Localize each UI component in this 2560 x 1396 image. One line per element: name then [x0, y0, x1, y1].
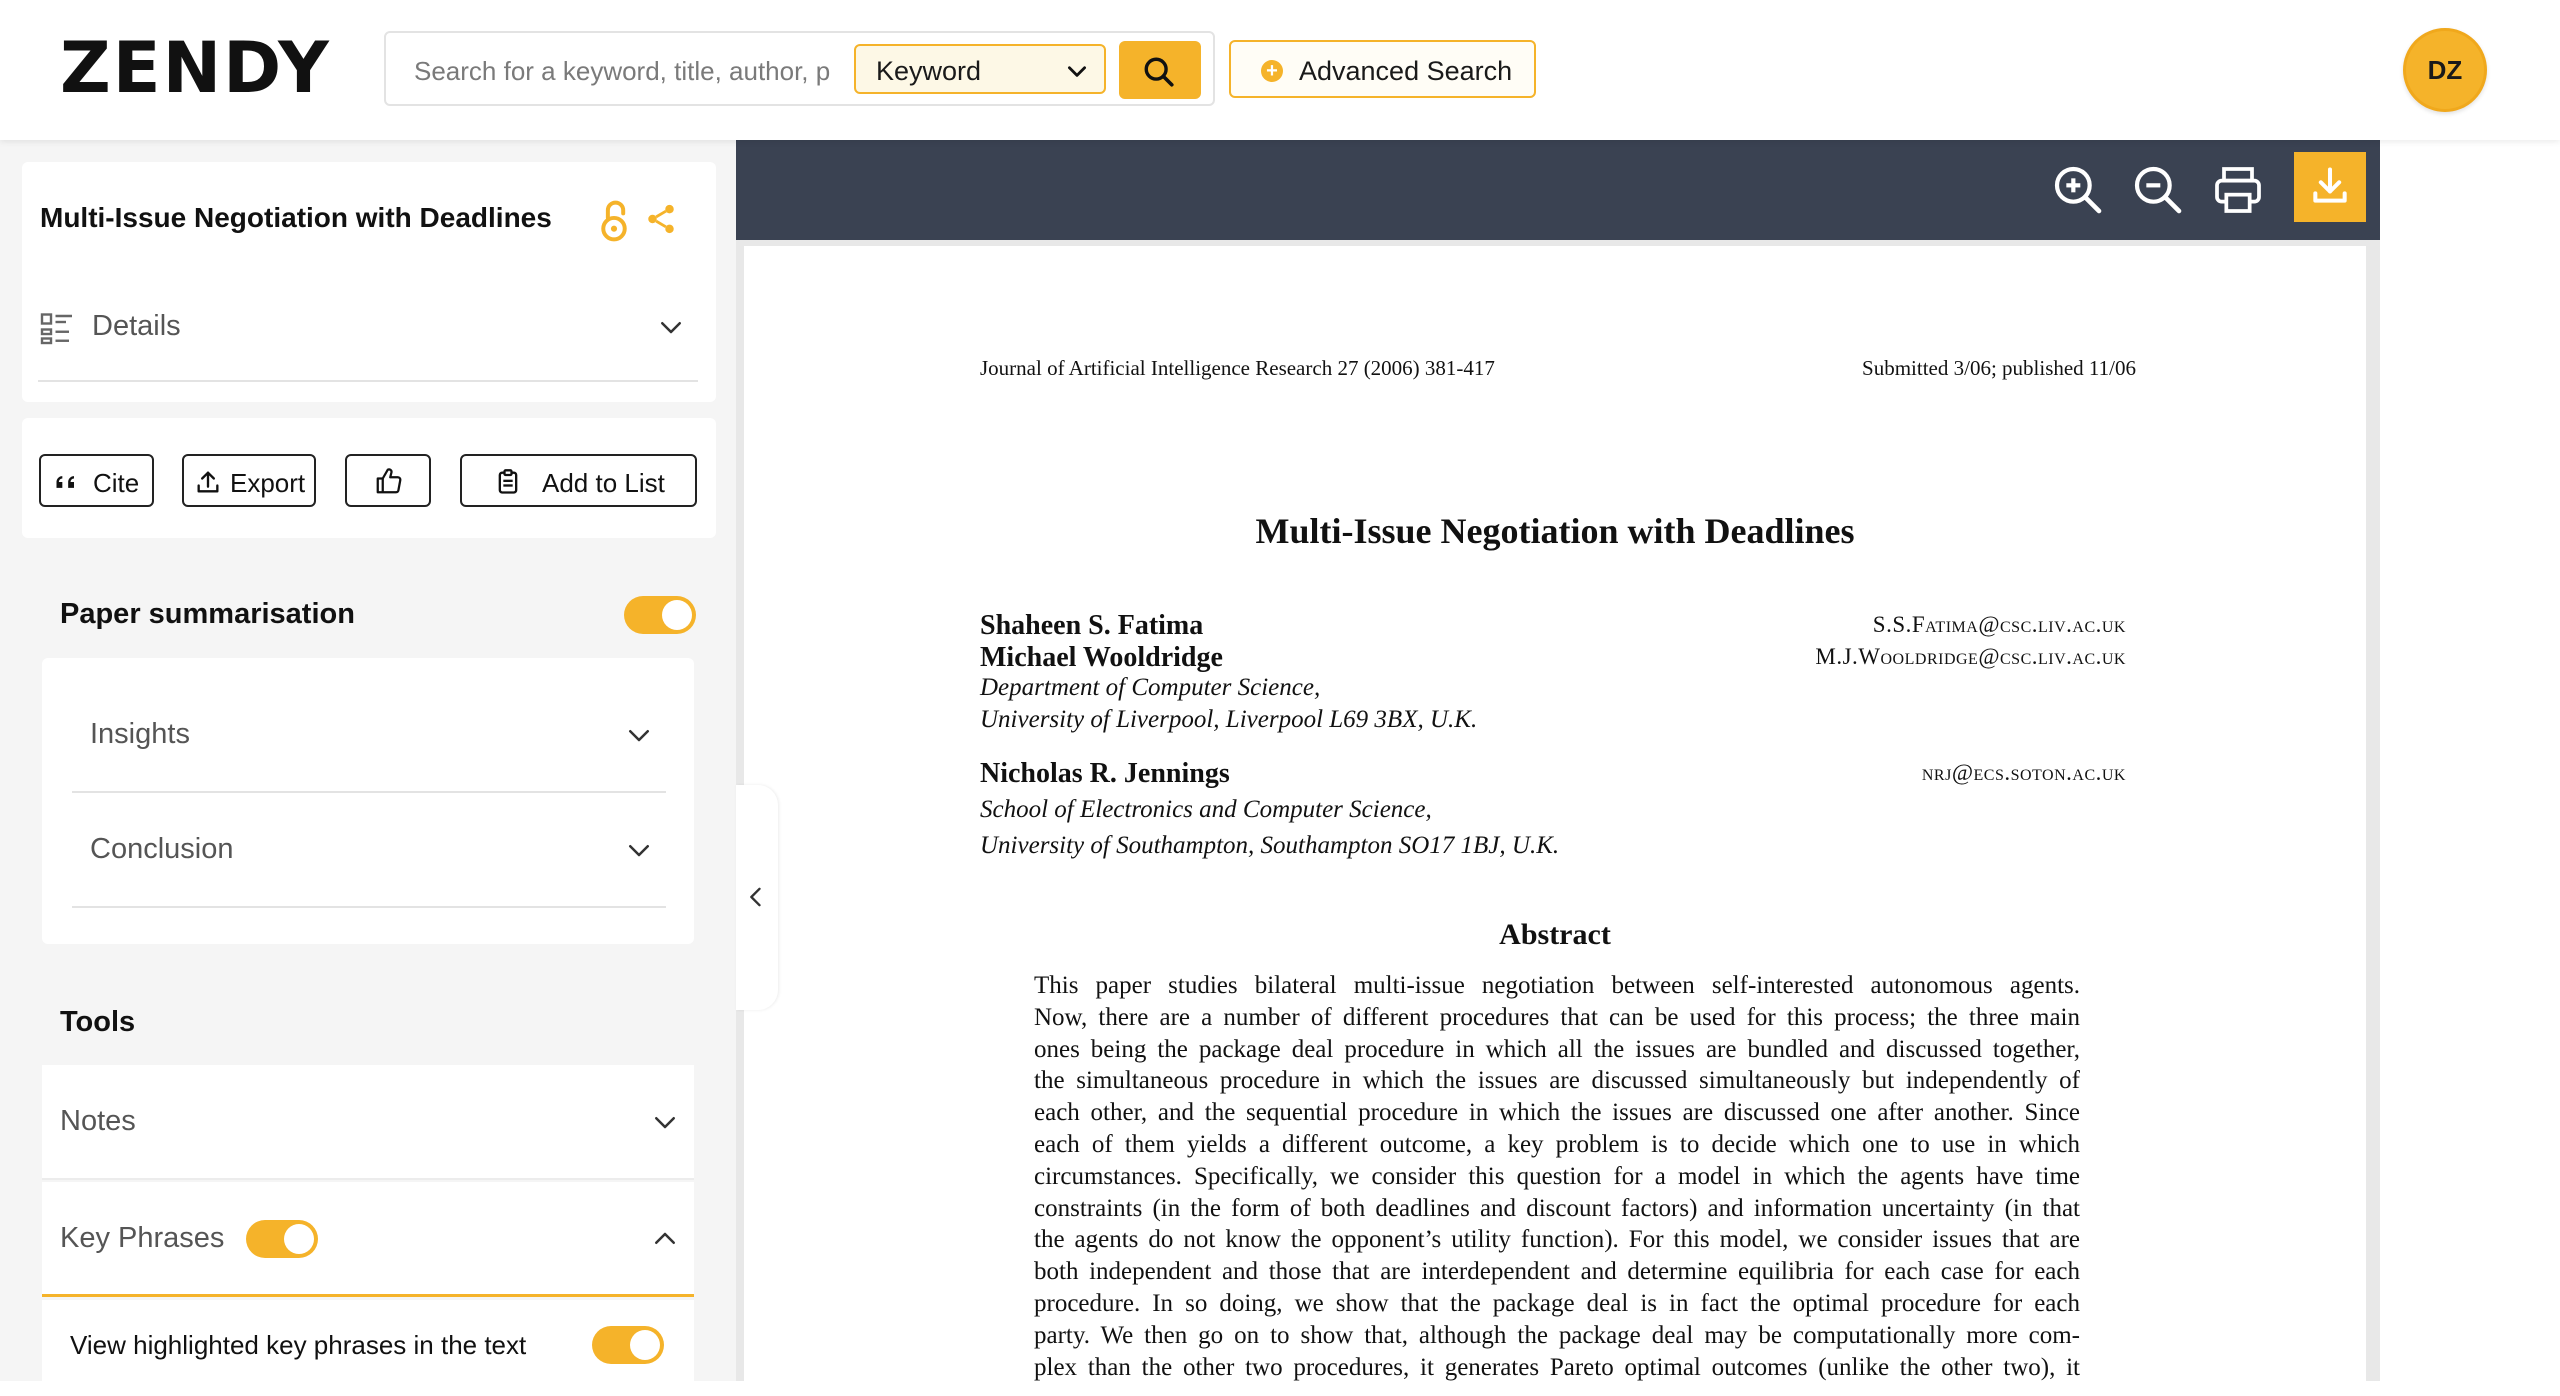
paper-title: Multi-Issue Negotiation with Deadlines	[40, 202, 552, 233]
abstract-heading: Abstract	[1499, 918, 1611, 951]
abstract-line: each other, and the sequential procedure in which the issues are discussed one after another. Since	[1034, 1099, 2080, 1127]
conclusion-label: Conclusion	[90, 833, 234, 865]
add-to-list-button[interactable]	[460, 454, 697, 507]
journal-citation: Journal of Artificial Intelligence Research 27 (2006) 381-417	[980, 356, 1495, 380]
affiliation-line: University of Liverpool, Liverpool L69 3BX, U.K.	[980, 706, 1478, 733]
abstract-line: both independent and those that are interdependent and determine equilibria for each case for each	[1034, 1258, 2080, 1286]
author-name: Michael Wooldridge	[980, 642, 1223, 673]
user-avatar[interactable]: DZ	[2403, 28, 2487, 112]
notes-accordion[interactable]	[42, 1065, 694, 1180]
abstract-line: procedure. In so doing, we show that the package deal is in fact the optimal procedure for each	[1034, 1290, 2080, 1317]
insights-label: Insights	[90, 718, 190, 750]
notes-label: Notes	[60, 1105, 136, 1137]
upload-icon	[194, 468, 222, 496]
zoom-in-icon[interactable]	[2050, 162, 2106, 218]
thumbs-up-icon	[371, 466, 407, 496]
advanced-search-label: Advanced Search	[1299, 56, 1513, 86]
abstract-line: This paper studies bilateral multi-issue negotiation between self-interested autonomous agents.	[1034, 972, 2080, 999]
author-name: Shaheen S. Fatima	[980, 610, 1204, 641]
pdf-toolbar	[736, 140, 2380, 240]
top-header	[0, 0, 2560, 140]
cite-button[interactable]	[39, 454, 154, 507]
chevron-up-icon	[650, 1224, 680, 1254]
chevron-left-icon	[742, 881, 770, 913]
paper-actions-card	[22, 418, 716, 538]
pdf-page	[744, 246, 2366, 1396]
zoom-out-icon[interactable]	[2130, 162, 2186, 218]
zendy-logo[interactable]: ZENDY	[60, 27, 331, 109]
key-phrases-label: Key Phrases	[60, 1222, 225, 1254]
affiliation-line: University of Southampton, Southampton SO17 1BJ, U.K.	[980, 832, 1560, 859]
search-button[interactable]	[1119, 41, 1201, 99]
abstract-line: constraints (in the form of both deadlines and discount factors) and information uncertainty (in that	[1034, 1194, 2080, 1222]
abstract-line: party. We then go on to show that, although the package deal may be computationally more com-	[1034, 1321, 2080, 1349]
like-button[interactable]	[345, 454, 431, 507]
abstract-line: plex than the other two procedures, it generates Pareto optimal outcomes (unlike the other two), it	[1034, 1353, 2080, 1381]
author-email: nrj@ecs.soton.ac.uk	[1921, 760, 2126, 785]
paper-summarisation-toggle[interactable]	[624, 596, 696, 634]
key-phrases-toggle[interactable]	[246, 1220, 318, 1258]
abstract-line: Now, there are a number of different procedures that can be used for this process; the three main	[1034, 1003, 2080, 1031]
chevron-down-icon	[1064, 58, 1090, 84]
search-mode-select[interactable]	[854, 44, 1106, 94]
affiliation-line: School of Electronics and Computer Science,	[980, 796, 1432, 823]
document-title: Multi-Issue Negotiation with Deadlines	[1255, 511, 1855, 551]
cite-label: Cite	[93, 468, 140, 498]
tools-heading: Tools	[60, 1006, 136, 1038]
affiliation-line: Department of Computer Science,	[980, 674, 1321, 701]
submission-dates: Submitted 3/06; published 11/06	[1862, 356, 2136, 380]
export-label: Export	[230, 468, 306, 498]
chevron-down-icon	[656, 312, 686, 342]
open-access-icon[interactable]	[598, 198, 630, 244]
advanced-search-button[interactable]	[1229, 40, 1536, 98]
search-icon	[1142, 55, 1176, 89]
plus-circle-icon: +	[1261, 60, 1283, 82]
collapse-sidebar-tab[interactable]	[736, 785, 778, 1010]
search-input[interactable]	[414, 51, 856, 91]
author-email: M.J.Wooldridge@csc.liv.ac.uk	[1815, 644, 2126, 669]
key-phrases-panel	[42, 1300, 694, 1381]
search-bar	[384, 31, 1215, 106]
author-email: S.S.Fatima@csc.liv.ac.uk	[1872, 612, 2126, 637]
conclusion-accordion[interactable]	[72, 793, 666, 908]
details-accordion[interactable]	[38, 282, 698, 382]
share-icon[interactable]	[644, 202, 678, 236]
view-highlighted-label: View highlighted key phrases in the text	[70, 1330, 527, 1360]
paper-info-card	[22, 162, 716, 402]
chevron-down-icon	[624, 835, 654, 865]
chevron-down-icon	[650, 1107, 680, 1137]
clipboard-icon	[494, 468, 522, 496]
view-highlighted-toggle[interactable]	[592, 1326, 664, 1364]
quote-icon	[53, 468, 81, 496]
insights-accordion[interactable]	[72, 678, 666, 793]
abstract-line: circumstances. Specifically, we consider this question for a model in which the agents have time	[1034, 1162, 2080, 1190]
chevron-down-icon	[624, 720, 654, 750]
details-list-icon	[38, 310, 76, 346]
abstract-line: ones being the package deal procedure in which all the issues are bundled and discussed together,	[1034, 1035, 2080, 1063]
paper-summarisation-heading: Paper summarisation	[60, 598, 355, 630]
download-icon	[2308, 164, 2352, 208]
paper-sidebar	[0, 140, 736, 1381]
key-phrases-accordion[interactable]	[42, 1182, 694, 1297]
details-label: Details	[92, 310, 181, 342]
abstract-line: each of them yields a different outcome, a key problem is to decide which one to use in which	[1034, 1131, 2080, 1158]
abstract-line: the simultaneous procedure in which the issues are discussed simultaneously but independently of	[1034, 1067, 2080, 1095]
summarisation-card	[42, 658, 694, 944]
author-name: Nicholas R. Jennings	[980, 758, 1230, 789]
right-gutter	[2380, 140, 2560, 1381]
download-button[interactable]	[2294, 152, 2366, 222]
print-icon[interactable]	[2210, 162, 2266, 218]
export-button[interactable]	[182, 454, 316, 507]
abstract-line: the agents do not know the opponent’s utility function). For this model, we consider issues that are	[1034, 1226, 2080, 1254]
pdf-viewer[interactable]	[736, 240, 2380, 1381]
add-to-list-label: Add to List	[542, 468, 665, 498]
search-mode-value: Keyword	[876, 56, 982, 86]
